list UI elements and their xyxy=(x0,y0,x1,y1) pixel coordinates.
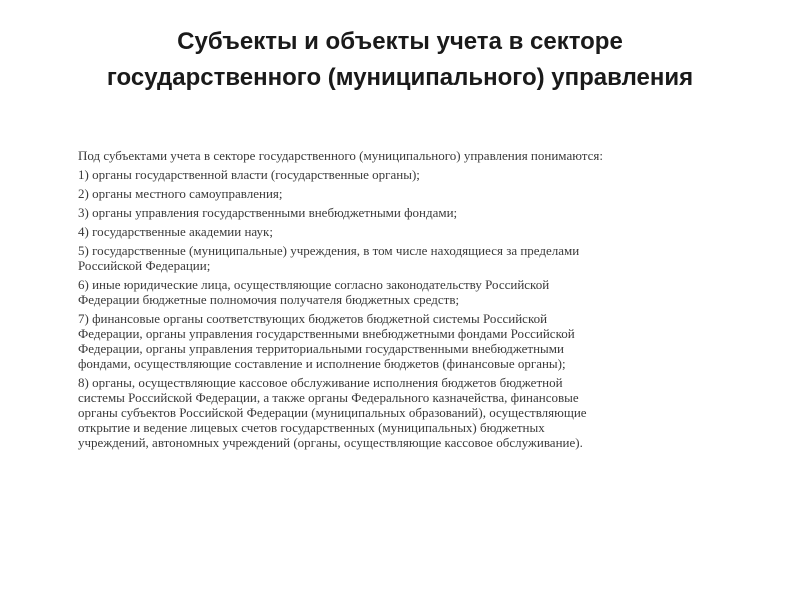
body-paragraph-line: открытие и ведение лицевых счетов государственных (муниципальных) бюджетных xyxy=(78,420,545,435)
body-paragraph-line: органы субъектов Российской Федерации (муниципальных образований), осуществляющие xyxy=(78,405,587,420)
body-paragraph xyxy=(78,224,738,239)
body-paragraph-line: системы Российской Федерации, а также органы Федерального казначейства, финансовые xyxy=(78,390,579,405)
body-paragraph-line: 4) государственные академии наук; xyxy=(78,224,273,239)
body-paragraph-line: 2) органы местного самоуправления; xyxy=(78,186,283,201)
slide-title-line: государственного (муниципального) управления xyxy=(106,64,694,91)
body-paragraph-line: Федерации бюджетные полномочия получателя бюджетных средств; xyxy=(78,292,460,307)
slide-body-text xyxy=(78,148,738,454)
body-paragraph xyxy=(78,167,738,182)
body-paragraph-line: 1) органы государственной власти (государственные органы); xyxy=(78,167,420,182)
slide-title xyxy=(40,24,760,96)
body-paragraph-line: Российской Федерации; xyxy=(78,258,211,273)
body-paragraph xyxy=(78,148,738,163)
body-paragraph-line: фондами, осуществляющие составление и исполнение бюджетов (финансовые органы); xyxy=(78,356,566,371)
slide-title-line: Субъекты и объекты учета в секторе xyxy=(177,28,623,55)
body-paragraph xyxy=(78,186,738,201)
body-paragraph xyxy=(78,205,738,220)
body-paragraph xyxy=(78,277,738,307)
body-paragraph-line: Под субъектами учета в секторе государственного (муниципального) управления понимаются: xyxy=(78,148,603,163)
body-paragraph-line: 7) финансовые органы соответствующих бюджетов бюджетной системы Российской xyxy=(78,311,548,326)
body-paragraph-line: Федерации, органы управления территориальными государственными внебюджетными xyxy=(78,341,564,356)
body-paragraph-line: 5) государственные (муниципальные) учреждения, в том числе находящиеся за пределами xyxy=(78,243,580,258)
body-paragraph-line: Федерации, органы управления государственными внебюджетными фондами Российской xyxy=(78,326,575,341)
body-paragraph-line: 3) органы управления государственными внебюджетными фондами; xyxy=(78,205,458,220)
body-paragraph xyxy=(78,243,738,273)
body-paragraph xyxy=(78,311,738,371)
body-paragraph-line: учреждений, автономных учреждений (органы, осуществляющие кассовое обслуживание). xyxy=(78,435,583,450)
body-paragraph-line: 6) иные юридические лица, осуществляющие согласно законодательству Российской xyxy=(78,277,550,292)
body-paragraph-line: 8) органы, осуществляющие кассовое обслуживание исполнения бюджетов бюджетной xyxy=(78,375,563,390)
body-paragraph xyxy=(78,375,738,450)
